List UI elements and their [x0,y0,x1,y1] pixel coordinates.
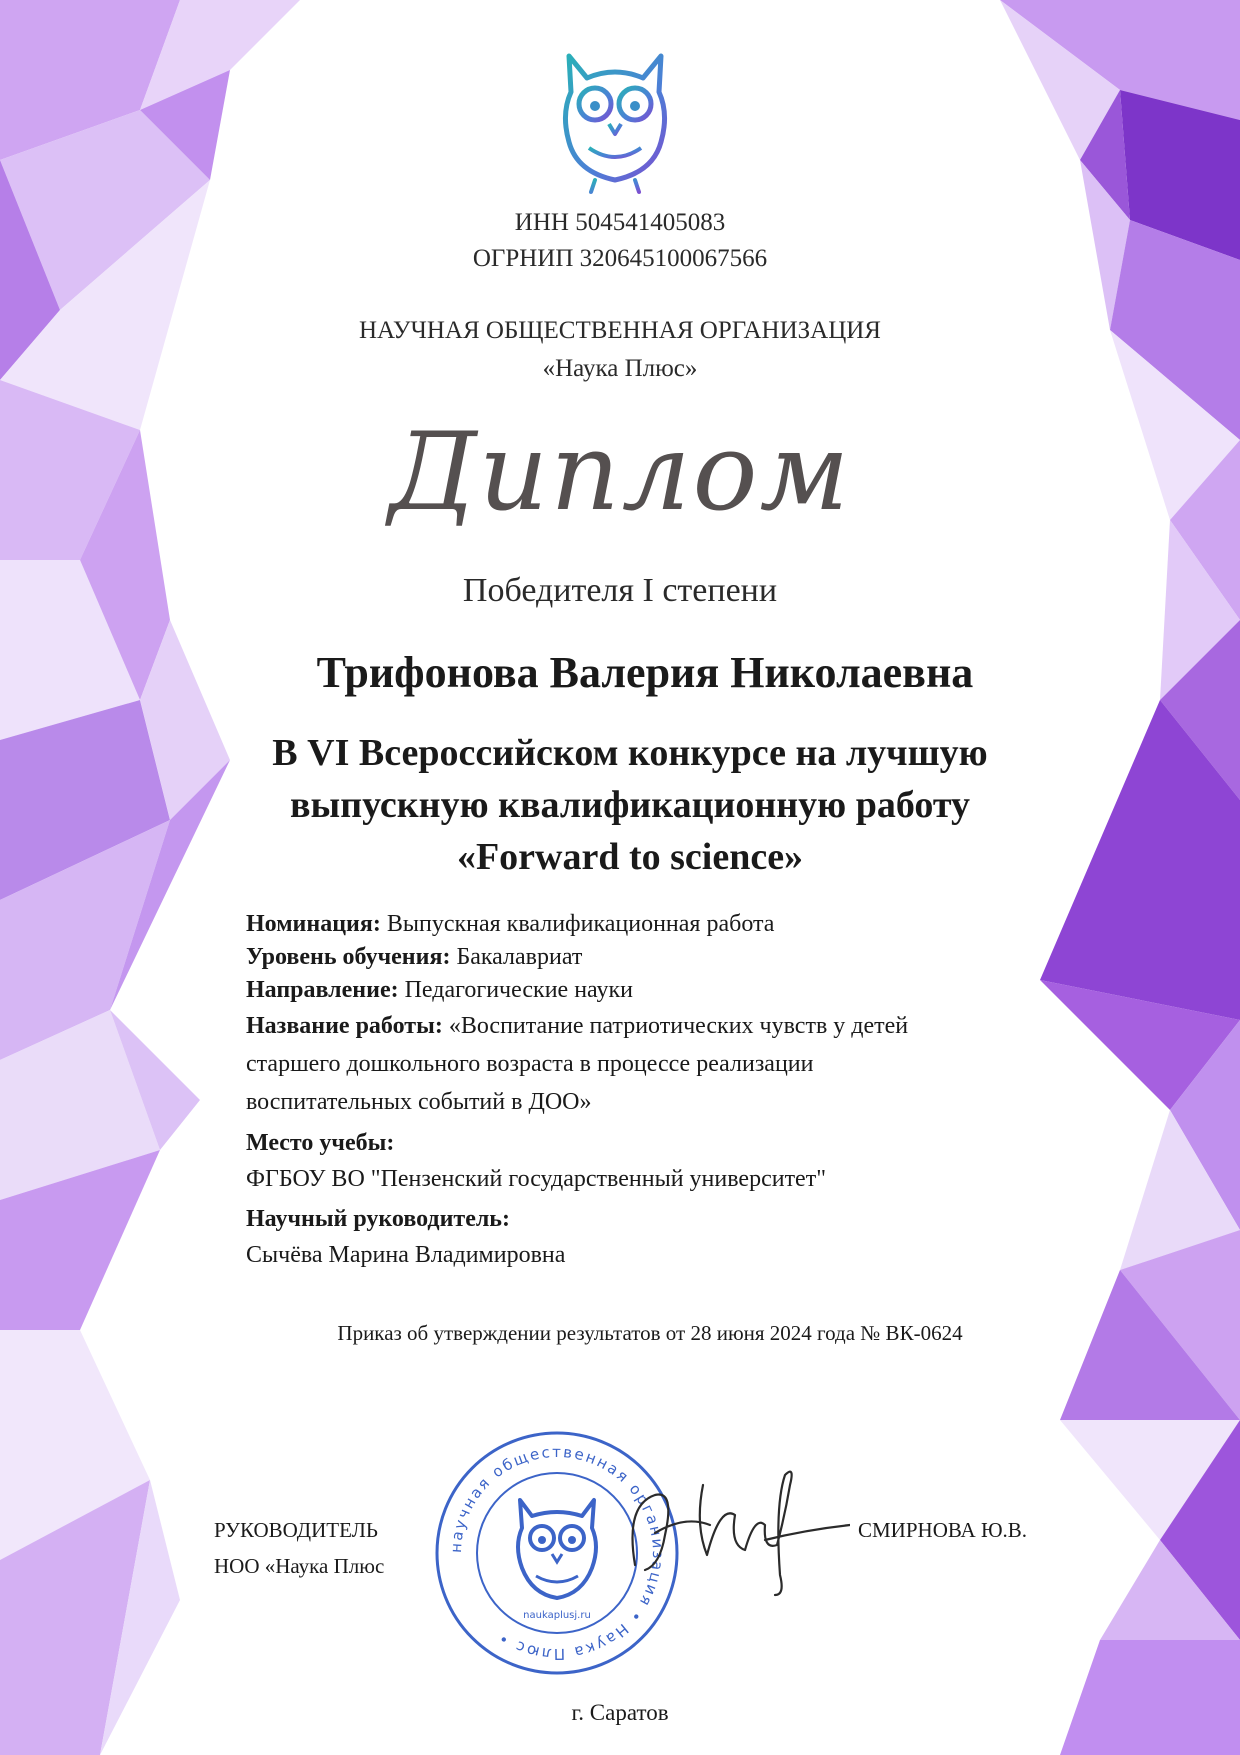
nomination-label: Номинация: [246,911,381,937]
contest-title [150,727,1110,883]
registration-numbers [200,205,1040,277]
city: г. Саратов [571,1700,669,1725]
organization-name [200,312,1040,388]
diploma-title: Диплом [388,410,852,535]
award-details [246,908,1086,1273]
nomination-row [246,908,1086,941]
work-title-row [246,1007,1086,1121]
study-place-label: Место учебы: [246,1130,395,1156]
inn: ИНН 504541405083 [514,209,726,236]
signature [615,1445,850,1615]
signatory-position [214,1512,384,1584]
signatory-name: СМИРНОВА Ю.В. [858,1518,1028,1542]
org-line-1: НАУЧНАЯ ОБЩЕСТВЕННАЯ ОРГАНИЗАЦИЯ [359,317,881,344]
work-title-line-3: воспитательных событий в ДОО» [246,1089,592,1115]
owl-icon [518,1500,596,1598]
level-label: Уровень обучения: [246,944,451,970]
seal-site: naukaplusj.ru [523,1610,591,1621]
work-title-line-2: старшего дошкольного возраста в процессе реализации [246,1051,814,1077]
study-place-row [246,1125,1086,1197]
order-text: Приказ об утверждении результатов от 28 июня 2024 года № ВК-0624 [337,1321,963,1345]
contest-line-2: выпускную квалификационную работу [290,784,970,826]
contest-line-3: «Forward to science» [456,836,804,878]
contest-line-1: В VI Всероссийском конкурсе на лучшую [272,732,988,774]
supervisor-label: Научный руководитель: [246,1206,510,1232]
supervisor-row [246,1201,1086,1273]
ogrnip: ОГРНИП 320645100067566 [472,245,768,272]
degree-text: Победителя I степени [462,572,778,609]
signatory-title: РУКОВОДИТЕЛЬ [214,1518,378,1542]
direction-value: Педагогические науки [404,977,633,1003]
nomination-value: Выпускная квалификационная работа [386,911,775,937]
direction-label: Направление: [246,977,399,1003]
level-row [246,941,1086,974]
work-title-line-1: «Воспитание патриотических чувств у детей [448,1013,909,1039]
seal-ring-text: научная общественная организация • Наука Плюс • [446,1442,668,1664]
owl-logo-icon [555,48,675,196]
study-place-value: ФГБОУ ВО "Пензенский государственный университет" [246,1166,826,1192]
signatory-org: НОО «Наука Плюс [214,1554,385,1578]
work-title-label: Название работы: [246,1013,443,1039]
org-line-2: «Наука Плюс» [542,355,698,382]
recipient-name: Трифонова Валерия Николаевна [316,648,974,697]
level-value: Бакалавриат [456,944,583,970]
supervisor-value: Сычёва Марина Владимировна [246,1242,566,1268]
direction-row [246,974,1086,1007]
